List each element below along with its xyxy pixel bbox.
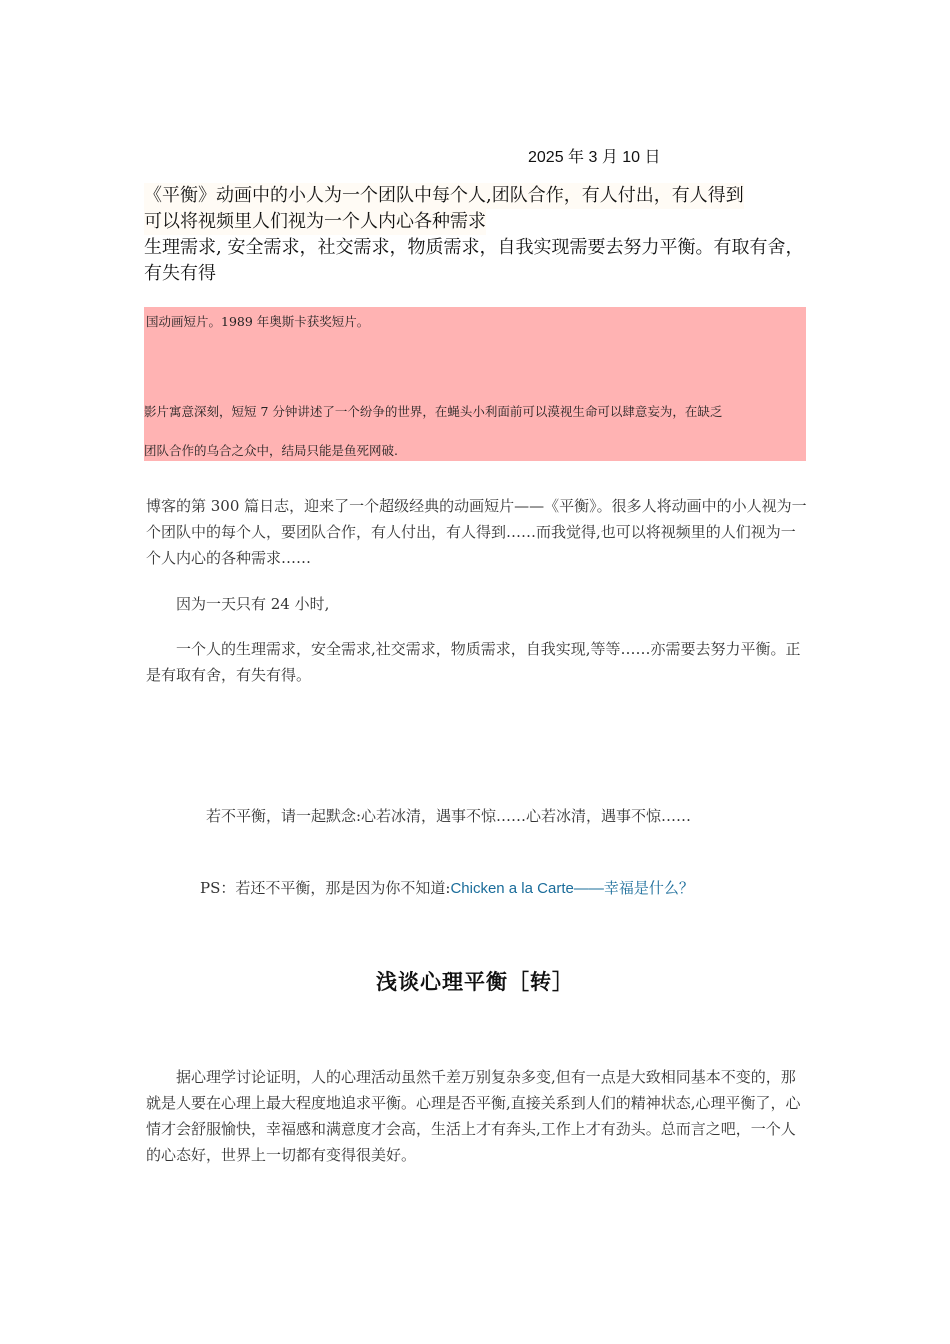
ps-link-chinese[interactable]: 幸福是什么？	[603, 879, 694, 897]
highlight-line-3: 团队合作的乌合之众中，结局只能是鱼死网破.	[144, 443, 398, 458]
summary-line-1: 《平衡》动画中的小人为一个团队中每个人,团队合作，有人付出，有人得到	[144, 183, 744, 209]
ps-line	[200, 877, 694, 898]
summary-line-2: 可以将视频里人们视为一个人内心各种需求	[144, 209, 486, 235]
blog-paragraph-1: 博客的第 300 篇日志，迎来了一个超级经典的动画短片——《平衡》。很多人将动画中的小人视为一个团队中的每个人，要团队合作，有人付出，有人得到……而我觉得,也可以将视频里的人们视为一个人内心的各种需求……	[146, 497, 807, 567]
mantra-line: 若不平衡，请一起默念:心若冰清，遇事不惊……心若冰清，遇事不惊……	[206, 807, 692, 825]
ps-link-latin[interactable]: Chicken a la Carte——	[450, 880, 604, 897]
highlight-line-1: 国动画短片。1989 年奥斯卡获奖短片。	[146, 314, 370, 329]
article-title: 浅谈心理平衡［转］	[376, 969, 574, 994]
summary-line-3: 生理需求, 安全需求，社交需求，物质需求，自我实现需要去努力平衡。有取有舍，有失有得	[144, 237, 804, 284]
highlight-line-2: 影片寓意深刻，短短 7 分钟讲述了一个纷争的世界，在蝇头小利面前可以漠视生命可以肆意妄为，在缺乏	[144, 404, 723, 419]
blog-paragraph-3: 一个人的生理需求，安全需求,社交需求，物质需求，自我实现,等等……亦需要去努力平衡。正是有取有舍，有失有得。	[146, 640, 801, 684]
highlight-box	[144, 307, 806, 461]
article-paragraph-1: 据心理学讨论证明，人的心理活动虽然千差万别复杂多变,但有一点是大致相同基本不变的，那就是人要在心理上最大程度地追求平衡。心理是否平衡,直接关系到人们的精神状态,心理平衡了，心情才会舒服愉快，幸福感和满意度才会高，生活上才有奔头,工作上才有劲头。总而言之吧，一个人的心态好，世界上一切都有变得很美好。	[146, 1068, 801, 1164]
document-date: 2025 年 3 月 10 日	[528, 149, 661, 166]
summary-block	[144, 183, 806, 287]
ps-prefix: PS：若还不平衡，那是因为你不知道:	[200, 879, 451, 897]
blog-paragraph-2: 因为一天只有 24 小时,	[176, 595, 330, 613]
